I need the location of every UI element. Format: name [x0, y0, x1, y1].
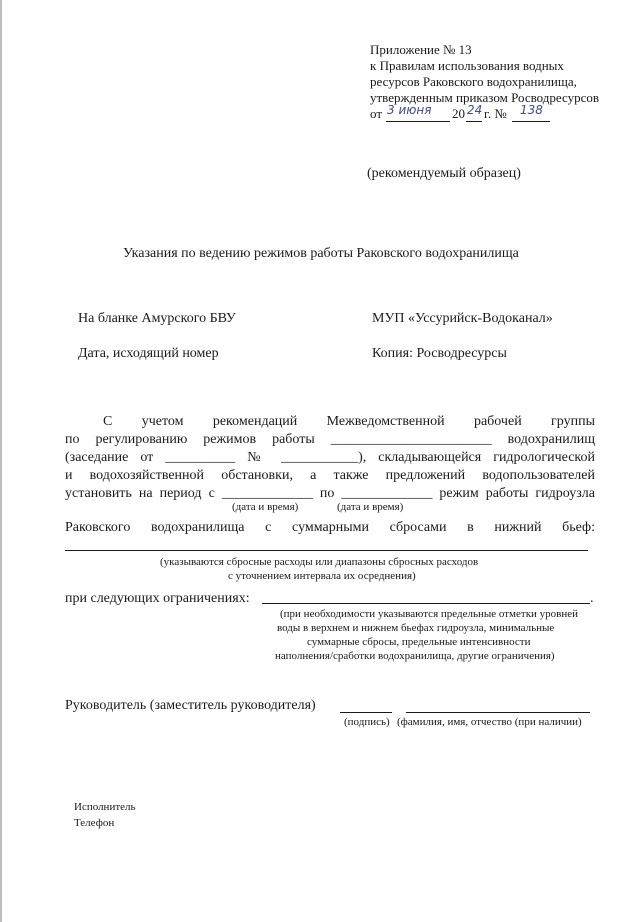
document-title: Указания по ведению режимов работы Раковского водохранилища [123, 246, 519, 261]
handwritten-date: 3 июня [387, 103, 432, 117]
phone-label: Телефон [74, 817, 115, 829]
discharge-blank-line [65, 550, 588, 551]
appendix-line-1: Приложение № 13 [370, 42, 472, 57]
number-underline [512, 121, 550, 122]
constraints-note-4: наполнения/сработки водохранилища, другие ограничения) [275, 650, 555, 662]
constraints-label: при следующих ограничениях: [65, 591, 250, 606]
body-line-1: С учетом рекомендаций Межведомственной рабочей группы [103, 414, 595, 429]
discharge-note-1: (указываются сбросные расходы или диапазоны сбросных расходов [160, 556, 479, 568]
sample-label: (рекомендуемый образец) [367, 166, 521, 181]
body-line-6: Раковского водохранилища с суммарными сбросами в нижний бьеф: [65, 520, 595, 535]
scan-edge [0, 0, 2, 922]
caption-date-start: (дата и время) [232, 501, 299, 513]
appendix-year-suffix: г. № [484, 106, 507, 121]
constraints-note-1: (при необходимости указываются предельные отметки уровней [280, 608, 579, 620]
appendix-year-prefix: 20 [452, 106, 465, 121]
date-underline [386, 121, 450, 122]
body-line-5: установить на период с _____________ по _____________ режим работы гидроузла [65, 486, 595, 501]
signature-sign-line [340, 712, 392, 713]
header-right-bottom: Копия: Росводресурсы [372, 346, 507, 361]
appendix-line-2: к Правилам использования водных [370, 58, 564, 73]
handwritten-year: 24 [467, 103, 483, 117]
executor-label: Исполнитель [74, 801, 136, 813]
signature-name-line [406, 712, 590, 713]
signature-caption-sign: (подпись) [344, 716, 390, 728]
appendix-date-prefix: от [370, 106, 383, 121]
appendix-line-4: утвержденным приказом Росводресурсов [370, 90, 599, 105]
constraints-blank-line [262, 603, 590, 604]
caption-date-end: (дата и время) [337, 501, 404, 513]
body-line-4: и водохозяйственной обстановки, а также предложений водопользователей [65, 468, 595, 483]
body-line-3: (заседание от __________ № ___________), складывающейся гидрологической [65, 450, 595, 465]
signature-caption-name: (фамилия, имя, отчество (при наличии) [397, 716, 582, 728]
body-line-2: по регулированию режимов работы _______________________ водохранилищ [65, 432, 595, 447]
constraints-period: . [590, 591, 594, 606]
header-left-bottom: Дата, исходящий номер [78, 346, 219, 361]
year-underline [466, 121, 482, 122]
handwritten-number: 138 [520, 103, 543, 117]
signature-label: Руководитель (заместитель руководителя) [65, 698, 316, 713]
appendix-line-3: ресурсов Раковского водохранилища, [370, 74, 577, 89]
discharge-note-2: с уточнением интервала их осреднения) [228, 570, 416, 582]
header-left-top: На бланке Амурского БВУ [78, 311, 236, 326]
constraints-note-3: суммарные сбросы, предельные интенсивности [307, 636, 531, 648]
header-right-top: МУП «Уссурийск-Водоканал» [372, 311, 553, 326]
constraints-note-2: воды в верхнем и нижнем бьефах гидроузла, минимальные [277, 622, 555, 634]
